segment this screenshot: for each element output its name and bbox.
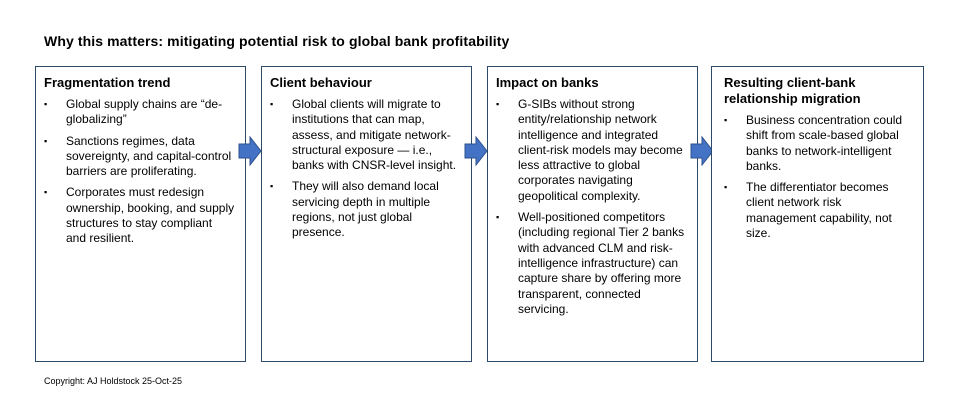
box-heading: Impact on banks xyxy=(496,75,599,90)
bullet-item: ▪ Well-positioned competitors (including regional Tier 2 banks with advanced CLM and risk-intelligence infrastructure) can capture share by offering more transparent, connected servicing. xyxy=(496,210,687,317)
box-heading: Client behaviour xyxy=(270,75,372,90)
bullet-list xyxy=(724,113,913,241)
bullet-item: ▪ Corporates must redesign ownership, booking, and supply structures to stay compliant and resilient. xyxy=(44,185,235,246)
bullet-list xyxy=(496,97,687,317)
bullet-item: ▪ They will also demand local servicing depth in multiple regions, not just global presence. xyxy=(270,179,461,240)
bullet-item: ▪ Global clients will migrate to institutions that can map, assess, and mitigate network-structural exposure — i.e., banks with CNSR-level insight. xyxy=(270,97,461,173)
box-resulting-migration xyxy=(711,66,924,362)
bullet-item: ▪ G-SIBs without strong entity/relationship network intelligence and integrated client-risk models may become less attractive to global corporates navigating geopolitical complexity. xyxy=(496,97,687,204)
box-client-behaviour xyxy=(261,66,472,362)
right-arrow-icon xyxy=(238,136,262,166)
copyright-note: Copyright: AJ Holdstock 25-Oct-25 xyxy=(44,376,183,386)
slide-title: Why this matters: mitigating potential risk to global bank profitability xyxy=(44,33,510,49)
bullet-item: ▪ The differentiator becomes client network risk management capability, not size. xyxy=(724,180,913,241)
bullet-item: ▪ Global supply chains are “de-globalizing” xyxy=(44,97,235,128)
bullet-list xyxy=(44,97,235,247)
bullet-item: ▪ Business concentration could shift from scale-based global banks to network-intelligent banks. xyxy=(724,113,913,174)
box-heading: Resulting client-bank relationship migration xyxy=(724,75,861,106)
box-impact-on-banks xyxy=(487,66,698,362)
bullet-list xyxy=(270,97,461,241)
box-heading: Fragmentation trend xyxy=(44,75,171,90)
right-arrow-icon xyxy=(464,136,488,166)
box-fragmentation-trend xyxy=(35,66,246,362)
bullet-item: ▪ Sanctions regimes, data sovereignty, and capital-control barriers are proliferating. xyxy=(44,134,235,180)
